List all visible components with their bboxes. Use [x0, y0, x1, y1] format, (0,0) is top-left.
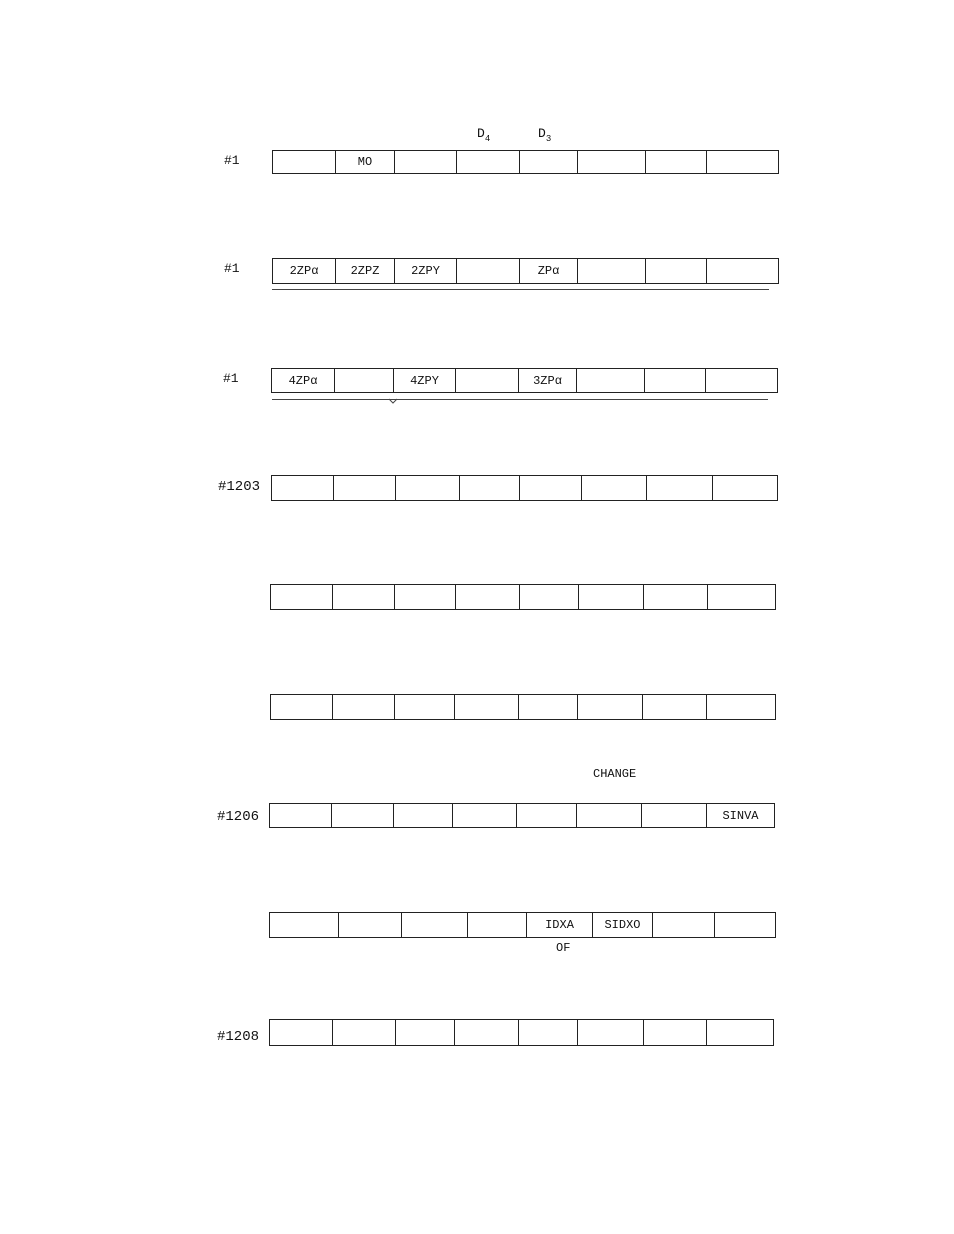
bit-cell	[578, 1020, 644, 1045]
bit-cell	[653, 913, 715, 937]
bit-cell	[647, 476, 713, 500]
bit-cell	[578, 695, 643, 719]
bit-cell	[706, 369, 777, 392]
bit-cell	[578, 259, 646, 283]
bit-cell	[646, 259, 707, 283]
bit-cell: ZPα	[520, 259, 578, 283]
bit-cell	[707, 695, 775, 719]
bit-cell	[519, 1020, 578, 1045]
bit-cell	[270, 913, 339, 937]
bit-cell	[645, 369, 706, 392]
bit-cell	[646, 151, 707, 173]
bit-cell	[332, 804, 394, 827]
bit-cell	[520, 476, 582, 500]
header-d3	[538, 126, 552, 144]
row-label-2: #1	[224, 261, 240, 276]
bit-cell	[708, 585, 775, 609]
bit-cell	[333, 1020, 396, 1045]
bit-cell	[715, 913, 775, 937]
bit-cell	[333, 695, 395, 719]
bit-cell	[456, 585, 520, 609]
bit-cell	[339, 913, 402, 937]
bit-table-7	[269, 803, 775, 828]
bit-cell: IDXA	[527, 913, 593, 937]
of-caption: OF	[556, 941, 571, 955]
bit-table-6	[270, 694, 776, 720]
bit-cell	[713, 476, 777, 500]
bit-cell	[644, 1020, 707, 1045]
bit-cell	[272, 476, 334, 500]
bit-table-5	[270, 584, 776, 610]
bit-cell	[520, 151, 578, 173]
bit-cell	[707, 151, 778, 173]
bit-cell	[456, 369, 519, 392]
bit-cell	[578, 151, 646, 173]
bit-cell	[642, 804, 707, 827]
bit-table-9	[269, 1019, 774, 1046]
bit-cell	[579, 585, 644, 609]
row-label-7: #1206	[217, 809, 260, 825]
bit-cell	[519, 695, 578, 719]
bit-cell	[271, 585, 333, 609]
bit-cell	[396, 476, 460, 500]
bit-cell	[707, 1020, 773, 1045]
row-label-4: #1203	[218, 479, 261, 495]
bit-cell	[520, 585, 579, 609]
bit-cell: 2ZPZ	[336, 259, 395, 283]
bit-cell	[334, 476, 396, 500]
bit-cell	[395, 695, 455, 719]
bit-cell	[457, 259, 520, 283]
bit-cell	[394, 804, 453, 827]
change-caption: CHANGE	[593, 767, 637, 781]
bit-cell	[582, 476, 647, 500]
row-label-9: #1208	[217, 1029, 260, 1045]
bit-cell: 2ZPY	[395, 259, 457, 283]
bit-cell	[707, 259, 778, 283]
bit-cell	[271, 695, 333, 719]
bit-cell: SINVA	[722, 808, 759, 823]
bit-table-1	[272, 150, 779, 174]
bit-cell	[395, 585, 456, 609]
header-d4-letter: D	[477, 126, 485, 141]
bit-cell	[270, 804, 332, 827]
bit-cell: 4ZPα	[272, 369, 335, 392]
row-label-3: #1	[223, 371, 239, 386]
bit-cell	[643, 695, 707, 719]
bit-cell	[517, 804, 577, 827]
bit-table-3	[271, 368, 778, 393]
bit-cell	[468, 913, 527, 937]
bit-cell: 4ZPY	[394, 369, 456, 392]
header-d4	[477, 126, 491, 144]
bit-cell	[577, 804, 642, 827]
bit-table-2	[272, 258, 779, 284]
bit-cell	[402, 913, 468, 937]
bit-cell	[453, 804, 517, 827]
bit-cell	[455, 695, 519, 719]
bit-cell	[457, 151, 520, 173]
bit-cell: 3ZPα	[519, 369, 577, 392]
bit-cell	[577, 369, 645, 392]
bit-cell	[333, 585, 395, 609]
bit-cell: SIDXO	[593, 913, 653, 937]
header-d4-sub: 4	[484, 134, 491, 144]
bit-cell	[455, 1020, 519, 1045]
bit-cell: MO	[336, 151, 395, 173]
bit-cell	[273, 151, 336, 173]
bit-table-8	[269, 912, 776, 938]
bit-cell	[335, 369, 394, 392]
row-label-1: #1	[224, 153, 240, 168]
bit-cell	[270, 1020, 333, 1045]
caret-mark	[388, 398, 398, 405]
bit-cell	[460, 476, 520, 500]
bit-table-4	[271, 475, 778, 501]
bit-cell: 2ZPα	[273, 259, 336, 283]
bit-cell	[396, 1020, 455, 1045]
underline-rule	[272, 289, 769, 290]
header-d3-letter: D	[538, 126, 546, 141]
underline-rule	[272, 399, 768, 400]
bit-cell	[395, 151, 457, 173]
bit-cell	[644, 585, 708, 609]
header-d3-sub: 3	[545, 134, 552, 144]
